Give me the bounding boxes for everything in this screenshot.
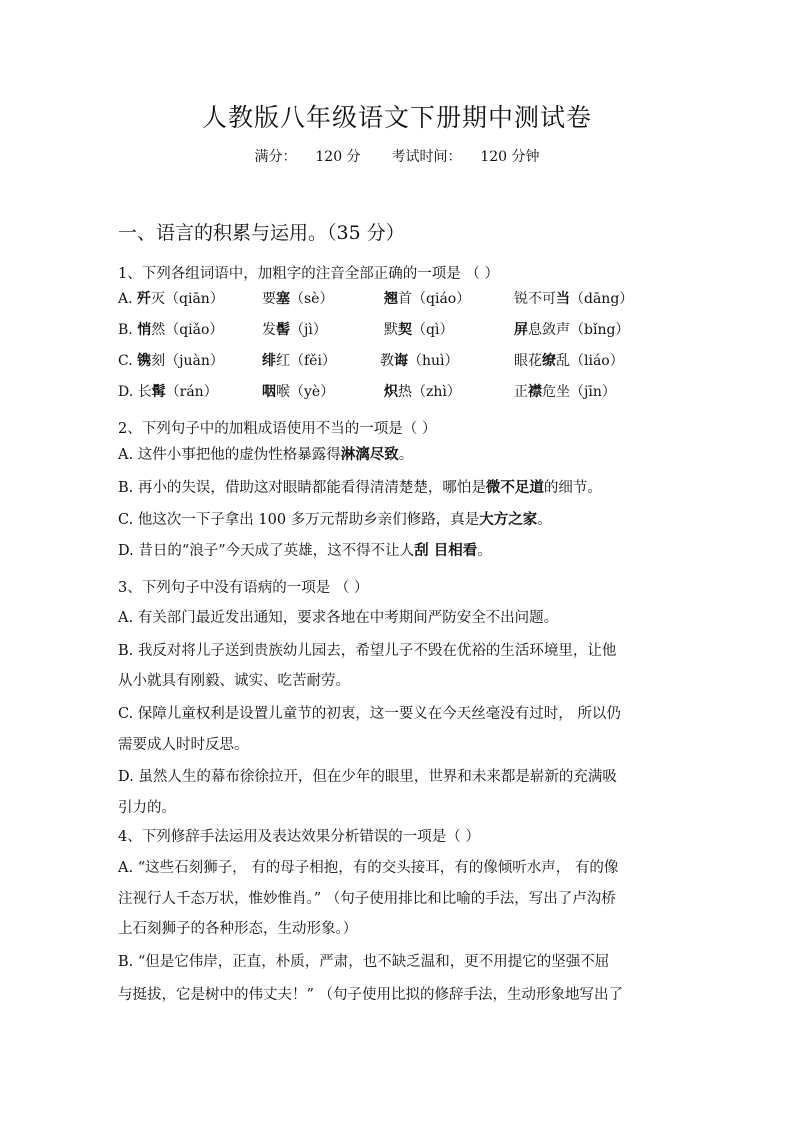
q3-line: 引力的。 <box>118 800 176 816</box>
q2-option-d: D. 昔日的“浪子”今天成了英雄，这不得不让人刮 目相看。 <box>118 542 492 559</box>
time-value: 120 分钟 <box>480 149 540 165</box>
q1-cell: 要塞（sè） <box>262 291 334 307</box>
q1-cell: 翘首（qiáo） <box>384 291 471 307</box>
q3-line: 从小就具有刚毅、诚实、吃苦耐劳。 <box>118 673 350 689</box>
q1-cell: B. 悄然（qiǎo） <box>118 322 224 338</box>
q1-cell: 屏息敛声（bǐng） <box>514 322 630 338</box>
q3-line: D. 虽然人生的幕布徐徐拉开，但在少年的眼里，世界和未来都是崭新的充满吸 <box>118 769 617 785</box>
q3-line: A. 有关部门最近发出通知，要求各地在中考期间严防安全不出问题。 <box>118 610 559 626</box>
q1-cell: 发髻（jì） <box>262 322 327 338</box>
score-label: 满分： <box>254 149 297 165</box>
q1-cell: 锐不可当（dāng） <box>514 291 634 307</box>
q1-cell: A. 歼灭（qiān） <box>118 291 224 307</box>
q1-cell: 咽喉（yè） <box>262 384 335 400</box>
q1-option-row-d <box>118 381 678 401</box>
question-3-stem: 3、下列句子中没有语病的一项是 （ ） <box>118 580 369 596</box>
q4-line: 上石刻狮子的各种形态，生动形象。） <box>118 921 358 937</box>
q2-option-a: A. 这件小事把他的虚伪性格暴露得淋漓尽致。 <box>118 446 414 463</box>
q1-cell: C. 镌刻（juàn） <box>118 353 224 369</box>
section-heading: 一、语言的积累与运用。（35 分） <box>118 222 405 244</box>
q3-line: 需要成人时时反思。 <box>118 737 249 753</box>
score-value: 120 分 <box>315 149 361 165</box>
q1-cell: 眼花缭乱（liáo） <box>514 353 624 369</box>
q3-line: B. 我反对将儿子送到贵族幼儿园去，希望儿子不毁在优裕的生活环境里，让他 <box>118 643 617 659</box>
q1-cell: D. 长髯（rán） <box>118 384 218 400</box>
q1-cell: 正襟危坐（jīn） <box>514 384 616 400</box>
q1-cell: 炽热（zhì） <box>384 384 461 400</box>
question-1-stem: 1、下列各组词语中，加粗字的注音全部正确的一项是 （ ） <box>118 266 499 282</box>
q1-cell: 教诲（huì） <box>380 353 459 369</box>
q2-option-b: B. 再小的失误，借助这对眼睛都能看得清清楚楚，哪怕是微不足道的细节。 <box>118 479 602 496</box>
q4-line: 注视行人千态万状，惟妙惟肖。” （句子使用排比和比喻的手法，写出了卢沟桥 <box>118 891 616 907</box>
question-2-stem: 2、下列句子中的加粗成语使用不当的一项是（ ） <box>118 421 437 437</box>
q4-line: 与挺拔，它是树中的伟丈夫！” （句子使用比拟的修辞手法，生动形象地写出了 <box>118 987 624 1003</box>
q1-option-row-a <box>118 288 678 308</box>
exam-meta <box>0 146 794 166</box>
q1-option-row-c <box>118 350 678 370</box>
question-4-stem: 4、下列修辞手法运用及表达效果分析错误的一项是（ ） <box>118 829 480 845</box>
q4-line: A. “这些石刻狮子， 有的母子相抱，有的交头接耳，有的像倾听水声， 有的像 <box>118 860 619 876</box>
q4-line: B. “但是它伟岸，正直，朴质，严肃，也不缺乏温和，更不用提它的坚强不屈 <box>118 954 610 970</box>
time-label: 考试时间： <box>391 149 462 165</box>
q2-option-c: C. 他这次一下子拿出 100 多万元帮助乡亲们修路，真是大方之家。 <box>118 511 552 528</box>
page-title: 人教版八年级语文下册期中测试卷 <box>201 103 592 132</box>
q1-cell: 绯红（fěi） <box>262 353 336 369</box>
q1-cell: 默契（qì） <box>384 322 454 338</box>
q3-line: C. 保障儿童权利是设置儿童节的初衷，这一要义在今天丝毫没有过时， 所以仍 <box>118 706 621 722</box>
q1-option-row-b <box>118 319 678 339</box>
